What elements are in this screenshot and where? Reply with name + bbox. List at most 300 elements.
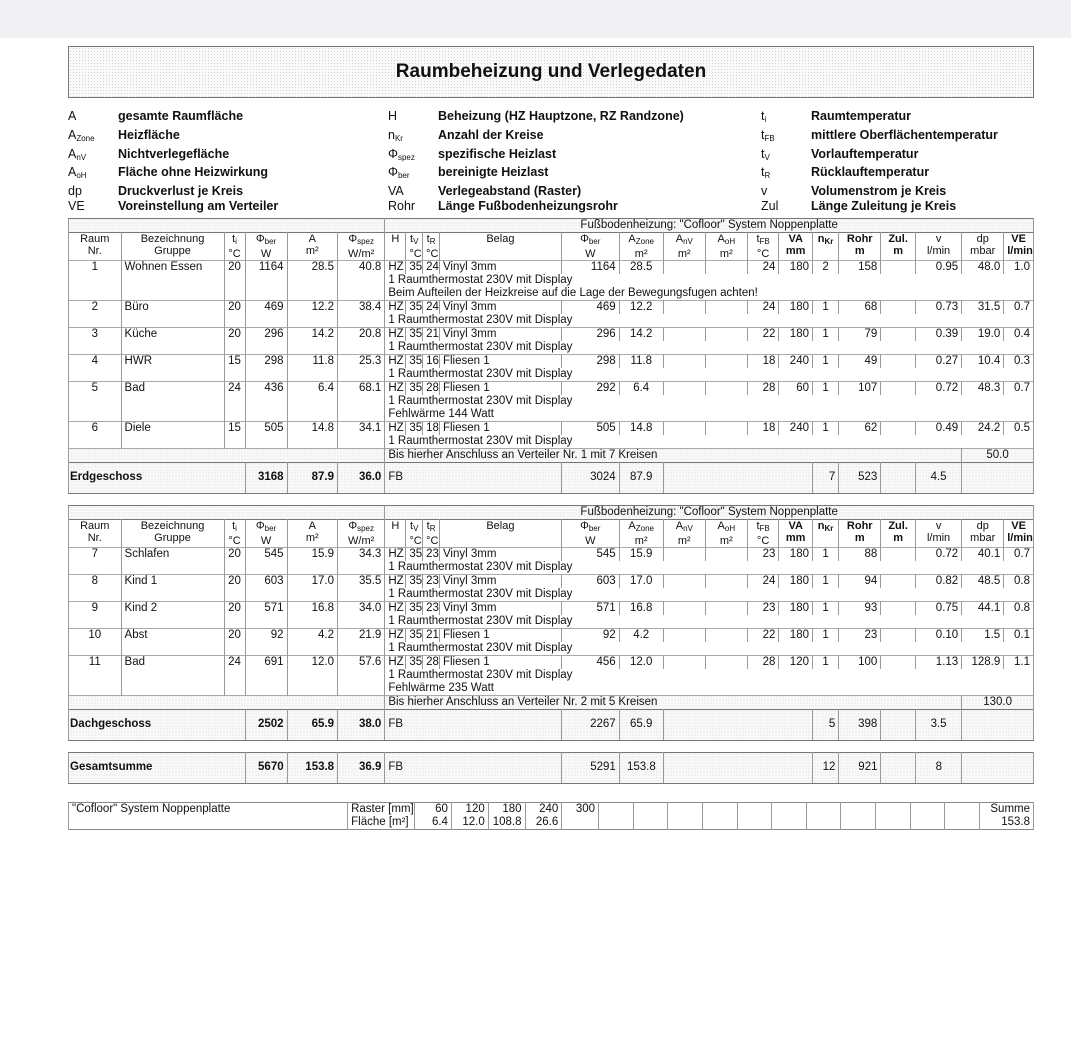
room-nr: 6 bbox=[69, 421, 122, 435]
header-unit: m² bbox=[634, 247, 648, 260]
header-unit: °C bbox=[409, 247, 422, 260]
rohr-label: Rohr bbox=[846, 232, 873, 245]
room-nkr: 1 bbox=[812, 655, 838, 669]
room-note-row bbox=[69, 561, 1034, 575]
header-unit: m bbox=[854, 244, 865, 257]
room-aoh bbox=[705, 260, 747, 274]
header-line bbox=[249, 233, 284, 248]
empty-cell bbox=[633, 816, 668, 830]
room-tfb: 24 bbox=[747, 300, 779, 314]
legend-symbol bbox=[761, 109, 811, 128]
h-bezeichnung bbox=[121, 232, 224, 260]
room-va: 180 bbox=[779, 628, 813, 642]
h-dp bbox=[962, 232, 1004, 260]
note-spacer bbox=[224, 588, 245, 602]
header-unit: °C bbox=[756, 247, 770, 260]
room-h: HZ bbox=[385, 327, 406, 341]
summary-spacer2 bbox=[881, 752, 916, 783]
room-note: Fehlwärme 144 Watt bbox=[385, 408, 1034, 422]
summary-fb: FB bbox=[385, 462, 562, 493]
room-anv bbox=[663, 300, 705, 314]
room-ti: 20 bbox=[224, 574, 245, 588]
room-tv: 35 bbox=[406, 354, 423, 368]
empty-cell bbox=[806, 816, 841, 830]
room-va: 180 bbox=[779, 547, 813, 561]
room-nkr: 1 bbox=[812, 300, 838, 314]
legend-label: Fläche ohne Heizwirkung bbox=[118, 165, 269, 180]
room-nkr: 2 bbox=[812, 260, 838, 274]
zul-label: Zul. bbox=[888, 519, 908, 532]
h-raum bbox=[69, 232, 122, 260]
legend-label: Beheizung (HZ Hauptzone, RZ Randzone) bbox=[438, 109, 684, 123]
symbol: $t_i$ bbox=[232, 519, 237, 533]
header-unit: W bbox=[260, 247, 272, 260]
room-phi: 691 bbox=[245, 655, 287, 669]
room-phiber: 469 bbox=[561, 300, 619, 314]
symbol: $t_V$ bbox=[761, 146, 770, 162]
legend-label: mittlere Oberflächentemperatur bbox=[811, 127, 998, 142]
h-bezeichnung bbox=[121, 519, 224, 547]
room-row bbox=[69, 574, 1034, 588]
header-unit: Nr. bbox=[87, 531, 102, 544]
connection-dp: 130.0 bbox=[962, 695, 1034, 709]
h-phiber bbox=[245, 519, 287, 547]
room-va: 120 bbox=[779, 655, 813, 669]
room-belag: Fliesen 1 bbox=[439, 381, 561, 395]
empty-cell bbox=[668, 816, 703, 830]
room-name: Diele bbox=[121, 421, 224, 435]
header-line bbox=[623, 520, 660, 535]
header-unit: mm bbox=[785, 244, 806, 257]
system-spacer bbox=[69, 816, 348, 830]
room-azone: 12.2 bbox=[619, 300, 663, 314]
summary-spacer3 bbox=[962, 462, 1034, 493]
room-anv bbox=[663, 327, 705, 341]
note-spacer bbox=[245, 408, 287, 422]
room-belag: Fliesen 1 bbox=[439, 421, 561, 435]
room-note: 1 Raumthermostat 230V mit Display bbox=[385, 561, 1034, 575]
room-dp: 10.4 bbox=[962, 354, 1004, 368]
legend-symbol bbox=[68, 147, 118, 166]
room-tv: 35 bbox=[406, 260, 423, 274]
room-phiber: 505 bbox=[561, 421, 619, 435]
room-note: 1 Raumthermostat 230V mit Display bbox=[385, 341, 1034, 355]
header-line: Raum bbox=[80, 519, 110, 532]
room-anv bbox=[663, 574, 705, 588]
room-name: Abst bbox=[121, 628, 224, 642]
note-spacer bbox=[224, 287, 245, 301]
header-line: Bezeichnung bbox=[140, 519, 205, 532]
symbol: H bbox=[388, 109, 398, 123]
note-spacer bbox=[121, 341, 224, 355]
header-unit: W bbox=[585, 534, 596, 547]
note-spacer bbox=[337, 642, 384, 656]
room-rohr: 79 bbox=[839, 327, 881, 341]
symbol: $A_{Zone}$ bbox=[68, 127, 95, 143]
nkr-label bbox=[818, 520, 834, 532]
room-phi: 436 bbox=[245, 381, 287, 395]
note-spacer bbox=[121, 395, 224, 408]
summary-rohr: 398 bbox=[839, 709, 881, 740]
room-nr: 1 bbox=[69, 260, 122, 274]
room-rohr: 88 bbox=[839, 547, 881, 561]
empty-cell bbox=[875, 802, 910, 816]
symbol: $t_i$ bbox=[761, 109, 767, 124]
column-headers bbox=[69, 232, 1034, 260]
room-name: Küche bbox=[121, 327, 224, 341]
room-tr: 24 bbox=[423, 300, 440, 314]
room-note: 1 Raumthermostat 230V mit Display bbox=[385, 314, 1034, 328]
room-dp: 128.9 bbox=[962, 655, 1004, 669]
room-azone: 11.8 bbox=[619, 354, 663, 368]
room-va: 180 bbox=[779, 327, 813, 341]
section-row bbox=[69, 505, 1034, 519]
room-phispez: 34.3 bbox=[337, 547, 384, 561]
room-azone: 14.8 bbox=[619, 421, 663, 435]
empty-cell bbox=[945, 802, 980, 816]
h-v bbox=[915, 519, 961, 547]
header-line bbox=[409, 233, 419, 248]
legend-symbol bbox=[388, 147, 438, 166]
room-phiber: 603 bbox=[561, 574, 619, 588]
connection-text: Bis hierher Anschluss an Verteiler Nr. 1 mit 7 Kreisen bbox=[385, 448, 962, 462]
va-label: VA bbox=[788, 519, 803, 532]
summary-v: 3.5 bbox=[915, 709, 961, 740]
room-azone: 6.4 bbox=[619, 381, 663, 395]
room-area: 15.9 bbox=[287, 547, 337, 561]
note-spacer bbox=[121, 588, 224, 602]
header-unit: m² bbox=[305, 531, 319, 544]
room-h: HZ bbox=[385, 260, 406, 274]
summary-phispez: 38.0 bbox=[337, 709, 384, 740]
symbol-subscript: R bbox=[429, 236, 436, 246]
gap-cell bbox=[69, 493, 1034, 505]
room-zul bbox=[881, 381, 916, 395]
note-spacer bbox=[69, 408, 122, 422]
room-azone: 17.0 bbox=[619, 574, 663, 588]
room-tr: 23 bbox=[423, 601, 440, 615]
header-unit: l/min bbox=[926, 531, 951, 544]
summary-phi: 3168 bbox=[245, 462, 287, 493]
legend-label: Rücklauftemperatur bbox=[811, 165, 930, 180]
note-spacer bbox=[121, 274, 224, 287]
symbol-subscript: oH bbox=[724, 236, 736, 246]
room-area: 14.2 bbox=[287, 327, 337, 341]
room-row bbox=[69, 547, 1034, 561]
note-spacer bbox=[224, 341, 245, 355]
summary-phiber: 3024 bbox=[561, 462, 619, 493]
note-spacer bbox=[287, 368, 337, 382]
legend-label: spezifische Heizlast bbox=[438, 146, 557, 161]
section-spacer bbox=[69, 505, 385, 519]
room-row bbox=[69, 260, 1034, 274]
room-tv: 35 bbox=[406, 628, 423, 642]
room-note-row bbox=[69, 314, 1034, 328]
note-spacer bbox=[121, 561, 224, 575]
header-line bbox=[409, 520, 419, 535]
room-v: 0.72 bbox=[915, 547, 961, 561]
room-ti: 20 bbox=[224, 260, 245, 274]
room-dp: 44.1 bbox=[962, 601, 1004, 615]
header-unit: m² bbox=[719, 534, 733, 547]
room-v: 0.27 bbox=[915, 354, 961, 368]
symbol: $t_R$ bbox=[761, 165, 771, 181]
room-h: HZ bbox=[385, 354, 406, 368]
symbol-subscript: i bbox=[235, 523, 237, 533]
legend-symbol bbox=[68, 109, 118, 128]
header-unit: m² bbox=[719, 247, 733, 260]
note-spacer bbox=[245, 314, 287, 328]
note-spacer bbox=[337, 435, 384, 449]
note-spacer bbox=[287, 642, 337, 656]
total-table bbox=[68, 752, 1034, 784]
room-note-row bbox=[69, 274, 1034, 287]
header-line bbox=[341, 520, 381, 535]
room-note-row bbox=[69, 287, 1034, 301]
room-phispez: 38.4 bbox=[337, 300, 384, 314]
note-spacer bbox=[69, 642, 122, 656]
h-a bbox=[287, 232, 337, 260]
room-phi: 1164 bbox=[245, 260, 287, 274]
symbol-subscript: Kr bbox=[824, 236, 834, 246]
room-nr: 3 bbox=[69, 327, 122, 341]
room-dp: 48.0 bbox=[962, 260, 1004, 274]
room-azone: 15.9 bbox=[619, 547, 663, 561]
room-name: Wohnen Essen bbox=[121, 260, 224, 274]
raster-value: 300 bbox=[562, 802, 599, 816]
symbol-subscript: spez bbox=[397, 152, 415, 162]
note-spacer bbox=[224, 395, 245, 408]
room-v: 1.13 bbox=[915, 655, 961, 669]
legend-label: Länge Fußbodenheizungsrohr bbox=[438, 198, 618, 213]
room-va: 240 bbox=[779, 421, 813, 435]
flaeche-value: 12.0 bbox=[451, 816, 488, 830]
room-dp: 19.0 bbox=[962, 327, 1004, 341]
legend-label: Raumtemperatur bbox=[811, 109, 912, 123]
room-row bbox=[69, 655, 1034, 669]
room-ve: 0.4 bbox=[1004, 327, 1034, 341]
h-va bbox=[779, 232, 813, 260]
room-note: 1 Raumthermostat 230V mit Display bbox=[385, 395, 1034, 408]
group-gap bbox=[69, 493, 1034, 505]
summary-azone: 65.9 bbox=[619, 709, 663, 740]
room-ti: 15 bbox=[224, 354, 245, 368]
room-tfb: 28 bbox=[747, 655, 779, 669]
symbol-subscript: FB bbox=[764, 133, 775, 143]
summary-spacer3 bbox=[962, 709, 1034, 740]
note-spacer bbox=[121, 669, 224, 682]
h-azone bbox=[619, 232, 663, 260]
room-rohr: 68 bbox=[839, 300, 881, 314]
room-nr: 4 bbox=[69, 354, 122, 368]
summary-row bbox=[69, 462, 1034, 493]
symbol: $\Phi_{spez}$ bbox=[348, 232, 374, 246]
room-anv bbox=[663, 547, 705, 561]
room-phi: 603 bbox=[245, 574, 287, 588]
empty-cell bbox=[668, 802, 703, 816]
flaeche-label: Fläche [m²] bbox=[348, 816, 415, 830]
note-spacer bbox=[245, 615, 287, 629]
header-line bbox=[228, 520, 242, 535]
room-tfb: 23 bbox=[747, 601, 779, 615]
room-aoh bbox=[705, 327, 747, 341]
room-area: 11.8 bbox=[287, 354, 337, 368]
header-unit: l/min bbox=[926, 244, 951, 257]
header-unit: mbar bbox=[970, 531, 996, 544]
room-ve: 0.7 bbox=[1004, 381, 1034, 395]
legend-label: Länge Zuleitung je Kreis bbox=[811, 198, 957, 213]
header-line: v bbox=[935, 519, 942, 532]
summary-area: 153.8 bbox=[287, 752, 337, 783]
room-tv: 35 bbox=[406, 547, 423, 561]
room-phi: 296 bbox=[245, 327, 287, 341]
room-tv: 35 bbox=[406, 421, 423, 435]
summary-spacer2 bbox=[881, 462, 916, 493]
h-ve bbox=[1004, 232, 1034, 260]
summe-label: Summe bbox=[979, 802, 1033, 816]
symbol: $t_V$ bbox=[410, 519, 419, 533]
room-phiber: 545 bbox=[561, 547, 619, 561]
room-name: Kind 1 bbox=[121, 574, 224, 588]
header-line bbox=[1007, 520, 1030, 532]
h-aoh bbox=[705, 232, 747, 260]
summary-area: 65.9 bbox=[287, 709, 337, 740]
note-spacer bbox=[245, 561, 287, 575]
room-h: HZ bbox=[385, 300, 406, 314]
note-spacer bbox=[69, 395, 122, 408]
header-line bbox=[782, 520, 809, 532]
note-spacer bbox=[224, 274, 245, 287]
legend-label: bereinigte Heizlast bbox=[438, 165, 549, 180]
summary-azone: 153.8 bbox=[619, 752, 663, 783]
flaeche-value: 26.6 bbox=[525, 816, 562, 830]
note-spacer bbox=[69, 561, 122, 575]
room-note-row bbox=[69, 341, 1034, 355]
note-spacer bbox=[121, 287, 224, 301]
room-h: HZ bbox=[385, 655, 406, 669]
note-spacer bbox=[224, 314, 245, 328]
note-spacer bbox=[287, 408, 337, 422]
room-azone: 14.2 bbox=[619, 327, 663, 341]
room-aoh bbox=[705, 601, 747, 615]
symbol: $n_{Kr}$ bbox=[388, 127, 403, 143]
rohr-label: Rohr bbox=[846, 519, 873, 532]
room-nkr: 1 bbox=[812, 381, 838, 395]
header-line: A bbox=[308, 232, 316, 245]
note-spacer bbox=[69, 368, 122, 382]
legend-symbol bbox=[388, 165, 438, 184]
summary-row bbox=[69, 752, 1034, 783]
room-ve: 0.1 bbox=[1004, 628, 1034, 642]
note-spacer bbox=[287, 682, 337, 696]
room-nr: 11 bbox=[69, 655, 122, 669]
note-spacer bbox=[224, 615, 245, 629]
raster-value: 180 bbox=[488, 802, 525, 816]
symbol: $t_{FB}$ bbox=[761, 127, 775, 143]
room-row bbox=[69, 300, 1034, 314]
summary-spacer2 bbox=[881, 709, 916, 740]
summary-row bbox=[69, 709, 1034, 740]
note-spacer bbox=[245, 274, 287, 287]
empty-cell bbox=[875, 816, 910, 830]
header-unit: m² bbox=[305, 244, 319, 257]
room-note-row bbox=[69, 615, 1034, 629]
room-nkr: 1 bbox=[812, 354, 838, 368]
legend-symbol bbox=[761, 199, 811, 214]
room-dp: 48.5 bbox=[962, 574, 1004, 588]
summary-spacer bbox=[663, 752, 812, 783]
connection-row bbox=[69, 695, 1034, 709]
symbol: $t_i$ bbox=[232, 232, 237, 246]
room-phi: 505 bbox=[245, 421, 287, 435]
header-line: v bbox=[935, 232, 942, 245]
empty-cell bbox=[910, 802, 945, 816]
header-line bbox=[667, 520, 702, 535]
header-line bbox=[341, 233, 381, 248]
header-line bbox=[751, 233, 776, 248]
h-belag: Belag bbox=[439, 519, 561, 547]
header-line bbox=[884, 233, 912, 245]
symbol: $\Phi_{spez}$ bbox=[348, 519, 374, 533]
h-nkr bbox=[812, 519, 838, 547]
room-phi: 545 bbox=[245, 547, 287, 561]
room-ve: 1.0 bbox=[1004, 260, 1034, 274]
header-unit: l/min bbox=[1007, 244, 1033, 257]
symbol: $\Phi_{ber}$ bbox=[580, 519, 601, 533]
symbol: $\Phi_{ber}$ bbox=[255, 519, 277, 533]
header-line bbox=[842, 233, 877, 245]
header-unit: mm bbox=[785, 531, 806, 544]
empty-cell bbox=[945, 816, 980, 830]
header-line bbox=[709, 233, 744, 248]
room-note-row bbox=[69, 408, 1034, 422]
connection-dp: 50.0 bbox=[962, 448, 1034, 462]
room-nr: 5 bbox=[69, 381, 122, 395]
h-va bbox=[779, 519, 813, 547]
note-spacer bbox=[121, 642, 224, 656]
symbol-subscript: ber bbox=[264, 523, 277, 533]
note-spacer bbox=[337, 395, 384, 408]
legend-symbol bbox=[761, 128, 811, 147]
h-phispez bbox=[337, 232, 384, 260]
room-rohr: 107 bbox=[839, 381, 881, 395]
raster-value: 60 bbox=[415, 802, 452, 816]
symbol: $n_{Kr}$ bbox=[817, 519, 834, 533]
conn-spacer bbox=[69, 695, 385, 709]
flaeche-value: 6.4 bbox=[415, 816, 452, 830]
empty-cell bbox=[702, 816, 737, 830]
room-azone: 12.0 bbox=[619, 655, 663, 669]
room-nr: 2 bbox=[69, 300, 122, 314]
room-name: HWR bbox=[121, 354, 224, 368]
room-phiber: 456 bbox=[561, 655, 619, 669]
legend-symbol bbox=[68, 165, 118, 184]
empty-cell bbox=[599, 816, 634, 830]
note-spacer bbox=[224, 642, 245, 656]
summary-nkr: 7 bbox=[812, 462, 838, 493]
room-aoh bbox=[705, 655, 747, 669]
summary-label: Gesamtsumme bbox=[69, 752, 246, 783]
note-spacer bbox=[245, 642, 287, 656]
room-ti: 24 bbox=[224, 655, 245, 669]
room-phispez: 21.9 bbox=[337, 628, 384, 642]
legend-symbol bbox=[761, 165, 811, 184]
room-tfb: 24 bbox=[747, 574, 779, 588]
room-phispez: 25.3 bbox=[337, 354, 384, 368]
room-belag: Vinyl 3mm bbox=[439, 574, 561, 588]
header-line bbox=[623, 233, 660, 248]
h-zul bbox=[881, 232, 916, 260]
